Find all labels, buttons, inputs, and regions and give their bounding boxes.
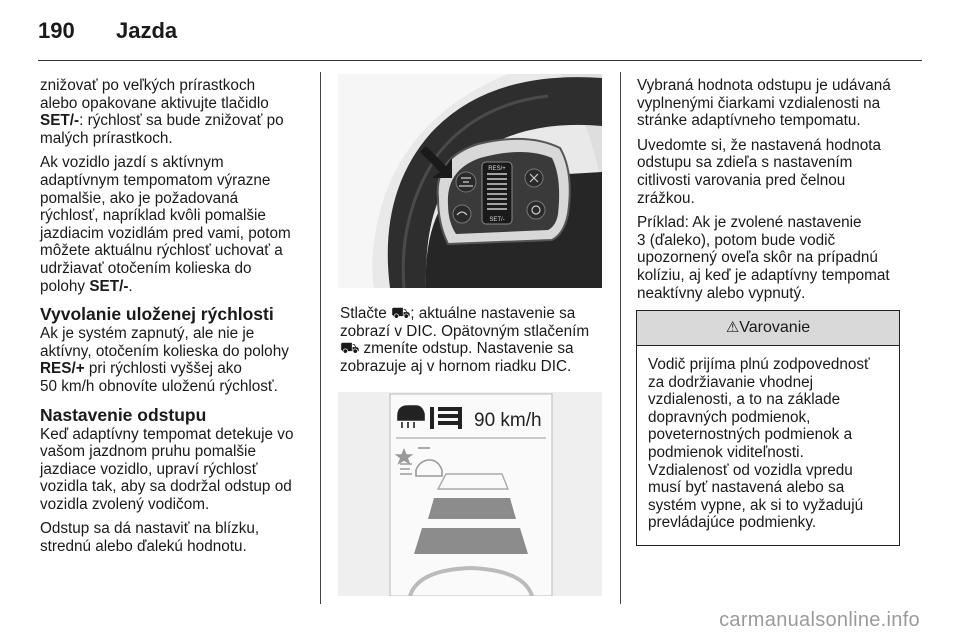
column-divider-right xyxy=(620,72,621,604)
distance-bar xyxy=(414,528,528,554)
page-header xyxy=(38,18,177,44)
paragraph: Ak vozidlo jazdí s aktívnym adaptívnym tempomatom výrazne pomalšie, ako je požadovaná rýchlosť, napríklad kvôli pomalšie jazdiacim vozidlám pred vami, potom môžete aktuálnu rýchlosť uchovať a udržiavať otočením kolieska do polohy SET/-. xyxy=(40,154,291,295)
warning-triangle-icon: ⚠ xyxy=(725,319,740,336)
paragraph: Keď adaptívny tempomat detekuje vo vašom jazdnom pruhu pomalšie jazdiace vozidlo, upraví rýchlosť vozidla tak, aby sa dodržal odstup od vozidla zvolený vodičom. xyxy=(40,425,294,513)
watermark: carmanualsonline.info xyxy=(719,609,920,631)
header-rule xyxy=(38,60,922,61)
heading-recall-speed: Vyvolanie uloženej rýchlosti xyxy=(40,304,274,325)
heading-distance-setting: Nastavenie odstupu xyxy=(40,404,207,425)
paragraph: Ak je systém zapnutý, ale nie je aktívny, otočením kolieska do polohy RES/+ pri rýchlosti vyššej ako 50 km/h obnovíte uloženú rýchlosť. xyxy=(40,325,289,395)
paragraph: Odstup sa dá nastaviť na blízku, strednú alebo ďalekú hodnotu. xyxy=(40,520,260,556)
right-column xyxy=(637,77,909,309)
warning-body: Vodič prijíma plnú zodpovednosť za dodržiavanie vhodnej vzdialenosti, a to na základe dopravných podmienok, poveternostných podmienok a podmienok viditeľnosti. Vzdialenosť od vozidla vpredu musí byť nastavená alebo sa systém vypne, ak si to vyžadujú prevládajúce podmienky. xyxy=(648,356,870,532)
warning-header xyxy=(637,311,899,346)
paragraph: Príklad: Ak je zvolené nastavenie 3 (ďaleko), potom bude vodič upozornený oveľa skôr na prípadnú kolíziu, aj keď je adaptívny tempomat neaktívny alebo vypnutý. xyxy=(637,214,890,302)
wheel-label-res: RES/+ xyxy=(488,166,506,172)
warning-box xyxy=(636,310,900,546)
paragraph: Stlačte ⛟; aktuálne nastavenie sa zobrazí v DIC. Opätovným stlačením ⛟ zmeníte odstup. Nastavenie sa zobrazuje aj v hornom riadku DIC. xyxy=(340,305,590,375)
dic-display-illustration xyxy=(338,392,602,596)
paragraph: Vybraná hodnota odstupu je udávaná vyplnenými čiarkami vzdialenosti na stránke adaptívneho tempomatu. xyxy=(637,77,891,130)
section-title: Jazda xyxy=(116,18,178,43)
page-number: 190 xyxy=(38,18,75,43)
warning-title: Varovanie xyxy=(739,319,811,336)
steering-wheel-illustration xyxy=(338,74,602,288)
wheel-label-set: SET/- xyxy=(489,217,505,223)
distance-bar xyxy=(428,498,516,519)
paragraph: znižovať po veľkých prírastkoch alebo opakovane aktivujte tlačidlo SET/-: rýchlosť sa bude znižovať po malých prírastkoch. xyxy=(40,77,284,147)
column-divider-left xyxy=(320,72,321,604)
middle-text xyxy=(340,305,612,382)
left-column xyxy=(40,77,312,563)
paragraph: Uvedomte si, že nastavená hodnota odstupu sa zdieľa s nastavením citlivosti varovania pred čelnou zrážkou. xyxy=(637,136,882,207)
dic-speed: 90 km/h xyxy=(474,410,542,431)
